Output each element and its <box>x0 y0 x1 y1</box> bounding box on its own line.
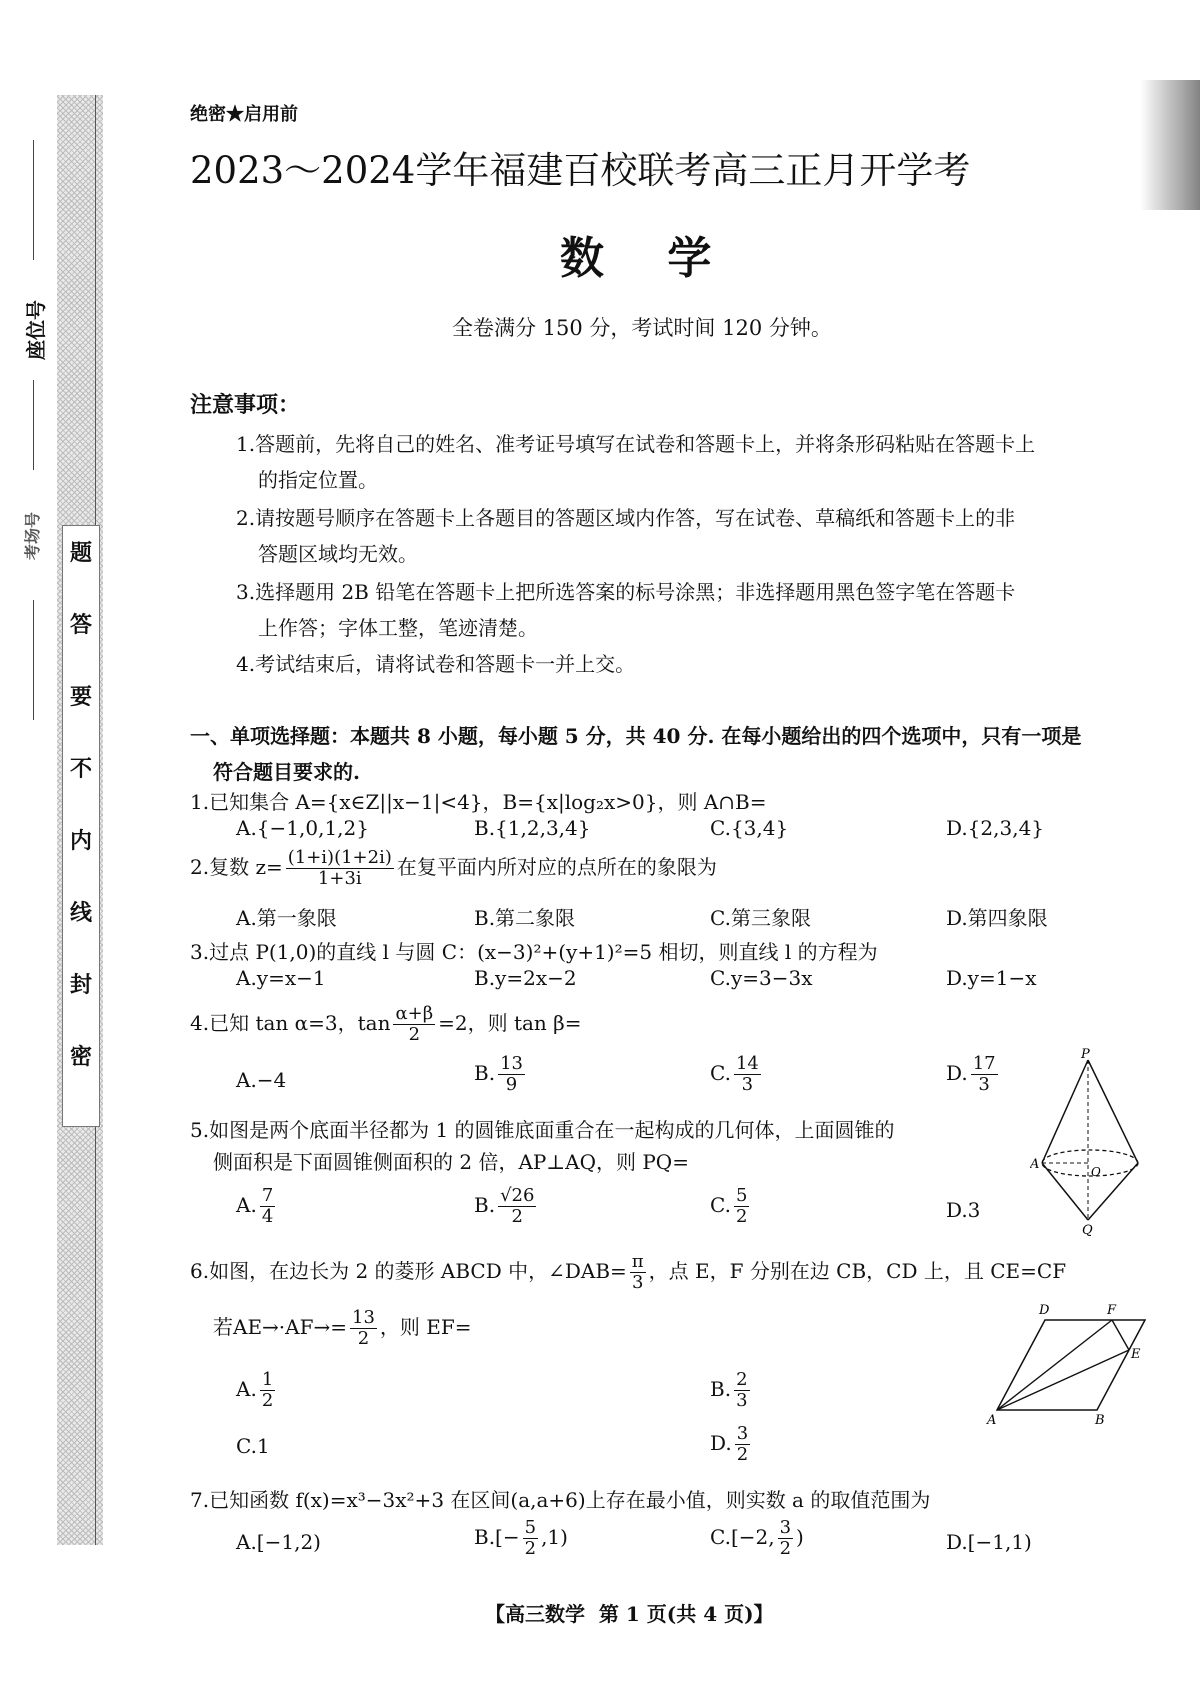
q6-pre: 6.如图，在边长为 2 的菱形 ABCD 中，∠DAB= <box>190 1259 627 1283</box>
q2-den: 1+3i <box>317 868 362 889</box>
seat-field-label: 座位号 <box>24 300 48 360</box>
q6-a-label: A. <box>236 1377 257 1401</box>
q7-option-d: D.[−1,1) <box>946 1530 1032 1554</box>
q3-stem: 3.过点 P(1,0)的直线 l 与圆 C：(x−3)²+(y+1)²=5 相切，则直线 l 的方程为 <box>190 940 878 964</box>
q6-l2-fraction <box>350 1308 377 1349</box>
cone-edge <box>1088 1060 1138 1163</box>
q6-d-fraction <box>735 1424 750 1465</box>
seal-char: 封 <box>69 972 92 998</box>
q7-b-pre: B.[− <box>474 1525 520 1549</box>
q1-option-c: C.{3,4} <box>710 816 789 840</box>
q6-d-label: D. <box>710 1431 732 1455</box>
q5-b-num: √26 <box>500 1185 535 1206</box>
seal-char: 要 <box>69 684 92 710</box>
q4-c-label: C. <box>710 1061 731 1085</box>
q5-option-c <box>710 1186 752 1227</box>
notice-heading: 注意事项： <box>190 392 301 418</box>
fig-label-d: D <box>1039 1303 1050 1318</box>
q2-stem <box>190 848 717 889</box>
q1-option-d: D.{2,3,4} <box>946 816 1045 840</box>
q7-c-num: 3 <box>779 1517 792 1538</box>
seal-char: 不 <box>69 756 92 782</box>
q5-b-label: B. <box>474 1193 496 1217</box>
q6-stem-line2 <box>213 1308 472 1349</box>
seal-char: 题 <box>69 540 92 566</box>
subject-title: 数 学 <box>560 233 736 284</box>
q6-d-den: 2 <box>736 1444 749 1465</box>
section-heading: 一、单项选择题：本题共 8 小题，每小题 5 分，共 40 分. 在每小题给出的四个选项中，只有一项是 <box>190 724 1082 748</box>
q4-b-den: 9 <box>505 1074 518 1095</box>
q3-option-b: B.y=2x−2 <box>474 966 577 990</box>
section-heading-2: 符合题目要求的. <box>213 760 360 784</box>
q5-b-fraction <box>498 1186 536 1227</box>
notice-item: 上作答；字体工整，笔迹清楚。 <box>258 616 538 640</box>
q6-stem <box>190 1252 1066 1293</box>
q4-option-a: A.−4 <box>236 1068 287 1092</box>
q6-num: π <box>631 1251 644 1272</box>
q5-b-den: 2 <box>511 1206 523 1227</box>
seat-line <box>33 140 34 260</box>
seal-char: 密 <box>69 1044 92 1070</box>
q2-num: (1+i)(1+2i) <box>287 847 392 868</box>
q3-option-c: C.y=3−3x <box>710 966 813 990</box>
q4-d-num: 17 <box>972 1053 996 1074</box>
q7-b-post: ,1) <box>541 1525 568 1549</box>
q6-fraction <box>630 1252 646 1293</box>
q7-c-post: ) <box>796 1525 804 1549</box>
q5-a-den: 4 <box>261 1206 274 1227</box>
q7-option-b <box>474 1518 568 1559</box>
fig-label-q: Q <box>1082 1223 1093 1236</box>
q4-c-den: 3 <box>741 1074 754 1095</box>
q4-d-fraction <box>971 1054 998 1095</box>
q6-l2-pre: 若AE→·AF→= <box>213 1315 347 1339</box>
scan-shadow <box>1140 80 1200 210</box>
q3-option-d: D.y=1−x <box>946 966 1037 990</box>
q4-d-den: 3 <box>978 1074 990 1095</box>
q4-num: α+β <box>395 1003 434 1024</box>
q4-b-fraction <box>498 1054 525 1095</box>
q3-option-a: A.y=x−1 <box>236 966 326 990</box>
notice-item: 3.选择题用 2B 铅笔在答题卡上把所选答案的标号涂黑；非选择题用黑色签字笔在答题卡 <box>236 580 1016 604</box>
fig-label-p: P <box>1081 1048 1090 1062</box>
notice-item: 1.答题前，先将自己的姓名、准考证号填写在试卷和答题卡上，并将条形码粘贴在答题卡上 <box>236 432 1036 456</box>
secret-label: 绝密★启用前 <box>190 104 298 125</box>
seal-char: 答 <box>69 612 92 638</box>
double-cone-figure <box>1030 1048 1150 1236</box>
exam-line <box>33 380 34 470</box>
q2-fraction <box>286 848 394 889</box>
q6-l2-num: 13 <box>352 1307 375 1328</box>
cone-edge <box>1042 1060 1088 1163</box>
fig-label-f: F <box>1107 1303 1117 1318</box>
q7-c-pre: C.[−2, <box>710 1525 775 1549</box>
q6-a-fraction <box>260 1370 275 1411</box>
segment-ef <box>1112 1320 1129 1350</box>
q1-option-b: B.{1,2,3,4} <box>474 816 591 840</box>
q6-b-label: B. <box>710 1377 732 1401</box>
q2-option-b: B.第二象限 <box>474 906 576 930</box>
fig-label-e: E <box>1131 1347 1141 1362</box>
q7-option-c <box>710 1518 804 1559</box>
q6-d-num: 3 <box>736 1423 749 1444</box>
q1-option-a: A.{−1,0,1,2} <box>236 816 369 840</box>
q6-a-den: 2 <box>261 1390 274 1411</box>
q5-a-label: A. <box>236 1193 257 1217</box>
exam-info: 全卷满分 150 分，考试时间 120 分钟。 <box>452 316 832 340</box>
q5-c-den: 2 <box>735 1206 748 1227</box>
q6-option-a <box>236 1370 278 1411</box>
q2-option-d: D.第四象限 <box>946 906 1048 930</box>
q5-stem-line2: 侧面积是下面圆锥侧面积的 2 倍，AP⊥AQ，则 PQ= <box>213 1150 689 1174</box>
q6-b-num: 2 <box>736 1369 748 1390</box>
notice-item: 2.请按题号顺序在答题卡上各题目的答题区域内作答，写在试卷、草稿纸和答题卡上的非 <box>236 506 1016 530</box>
q4-c-fraction <box>734 1054 761 1095</box>
fig-label-b: B <box>1095 1413 1105 1426</box>
notice-item: 答题区域均无效。 <box>258 542 418 566</box>
q5-option-a <box>236 1186 278 1227</box>
q6-den: 3 <box>631 1272 644 1293</box>
q4-den: 2 <box>408 1024 421 1045</box>
fig-label-a: A <box>1030 1157 1040 1172</box>
q2-pre: 2.复数 z= <box>190 855 283 879</box>
q5-c-label: C. <box>710 1193 731 1217</box>
q7-b-fraction <box>523 1518 538 1559</box>
q5-option-b <box>474 1186 539 1227</box>
q5-stem-line1: 5.如图是两个底面半径都为 1 的圆锥底面重合在一起构成的几何体，上面圆锥的 <box>190 1118 895 1142</box>
q6-post: ，点 E，F 分别在边 CB，CD 上，且 CE=CF <box>648 1259 1067 1283</box>
fig-label-o: O <box>1091 1165 1101 1179</box>
q4-option-b <box>474 1054 528 1095</box>
q5-option-d: D.3 <box>946 1198 981 1222</box>
q4-post: =2，则 tan β= <box>438 1011 582 1035</box>
seal-char: 线 <box>69 900 92 926</box>
q6-l2-den: 2 <box>357 1328 370 1349</box>
q4-b-label: B. <box>474 1061 496 1085</box>
q6-option-c: C.1 <box>236 1434 270 1458</box>
q7-b-num: 5 <box>524 1517 537 1538</box>
q5-c-fraction <box>734 1186 749 1227</box>
page-footer: 【高三数学 第 1 页(共 4 页)】 <box>485 1602 774 1626</box>
q7-option-a: A.[−1,2) <box>236 1530 321 1554</box>
q2-option-a: A.第一象限 <box>236 906 337 930</box>
q7-c-den: 2 <box>779 1538 792 1559</box>
q4-stem <box>190 1004 581 1045</box>
q4-pre: 4.已知 tan α=3，tan <box>190 1011 391 1035</box>
q4-option-d <box>946 1054 1001 1095</box>
q4-fraction <box>393 1004 435 1045</box>
rhombus-figure <box>985 1298 1150 1426</box>
q7-b-den: 2 <box>524 1538 537 1559</box>
q7-c-fraction <box>778 1518 793 1559</box>
notice-item: 的指定位置。 <box>258 468 378 492</box>
q1-stem: 1.已知集合 A={x∈Z||x−1|<4}，B={x|log₂x>0}，则 A∩B= <box>190 790 767 814</box>
q6-b-den: 3 <box>736 1390 748 1411</box>
q5-a-fraction <box>260 1186 275 1227</box>
q5-c-num: 5 <box>735 1185 748 1206</box>
q6-a-num: 1 <box>261 1369 274 1390</box>
q2-option-c: C.第三象限 <box>710 906 811 930</box>
q4-option-c <box>710 1054 764 1095</box>
q6-l2-post: ，则 EF= <box>379 1315 472 1339</box>
q4-b-num: 13 <box>500 1053 523 1074</box>
q4-c-num: 14 <box>735 1053 759 1074</box>
q6-option-d <box>710 1424 753 1465</box>
exam-line-2 <box>33 600 34 720</box>
seal-box <box>62 525 100 1127</box>
cone-edge <box>1042 1163 1088 1220</box>
q2-post: 在复平面内所对应的点所在的象限为 <box>396 855 717 879</box>
q4-d-label: D. <box>946 1061 968 1085</box>
rhombus-abcd <box>997 1320 1145 1410</box>
exam-title: 2023～2024学年福建百校联考高三正月开学考 <box>190 149 971 192</box>
q6-option-b <box>710 1370 753 1411</box>
notice-item: 4.考试结束后，请将试卷和答题卡一并上交。 <box>236 652 636 676</box>
seal-char: 内 <box>69 828 92 854</box>
fig-label-a6: A <box>987 1413 997 1426</box>
q5-a-num: 7 <box>261 1185 274 1206</box>
q6-b-fraction <box>734 1370 749 1411</box>
q7-stem: 7.已知函数 f(x)=x³−3x²+3 在区间(a,a+6)上存在最小值，则实数 a 的取值范围为 <box>190 1488 931 1512</box>
exam-field-label: 考场号 <box>23 511 42 560</box>
